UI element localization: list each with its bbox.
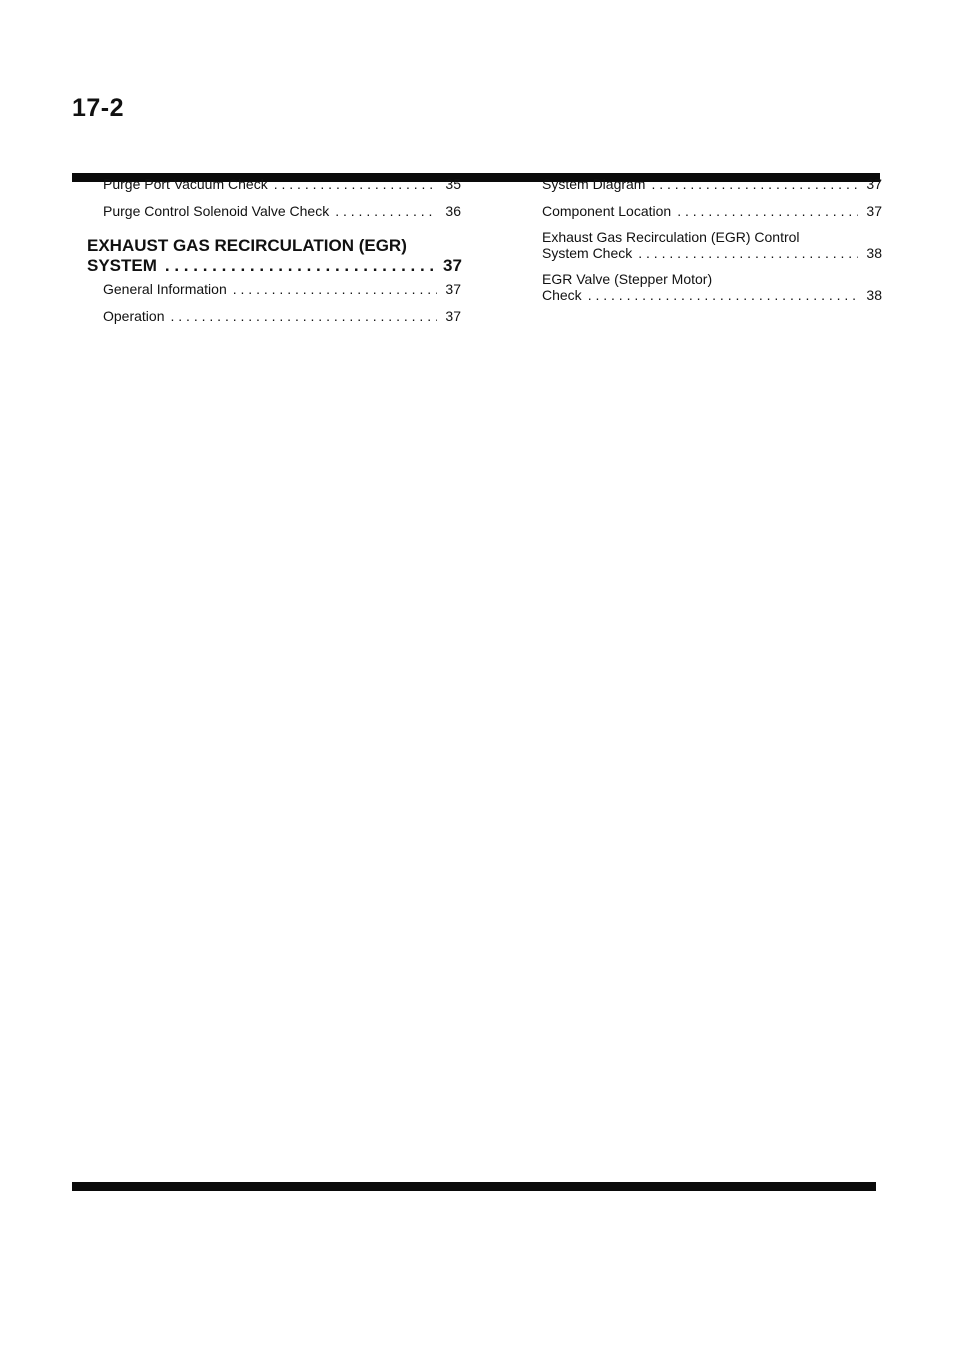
toc-entry-page: 38 xyxy=(866,245,882,261)
toc-entry-label-line1: Exhaust Gas Recirculation (EGR) Control xyxy=(542,229,800,245)
dot-leader xyxy=(170,308,437,324)
toc-entry-label-line2: Check xyxy=(542,287,582,303)
toc-entry[interactable] xyxy=(542,229,882,261)
page-number: 17-2 xyxy=(72,94,125,122)
dot-leader xyxy=(638,245,858,261)
toc-entry-label-line2: System Check xyxy=(542,245,633,261)
dot-leader xyxy=(233,281,437,297)
toc-entry[interactable] xyxy=(103,203,461,219)
toc-entry-label: Operation xyxy=(103,308,165,324)
dot-leader xyxy=(588,287,858,303)
toc-entry-page: 38 xyxy=(866,287,882,303)
toc-entry-page: 35 xyxy=(445,176,461,192)
toc-entry[interactable] xyxy=(103,176,461,192)
toc-entry-page: 36 xyxy=(445,203,461,219)
dot-leader xyxy=(274,176,437,192)
dot-leader xyxy=(677,203,858,219)
section-title-line1: EXHAUST GAS RECIRCULATION (EGR) xyxy=(87,236,407,255)
toc-entry-label: System Diagram xyxy=(542,176,646,192)
dot-leader xyxy=(651,176,858,192)
toc-column-right xyxy=(542,176,882,303)
toc-entry[interactable] xyxy=(103,308,461,324)
toc-entry-label: General Information xyxy=(103,281,227,297)
toc-entry-label: Purge Port Vacuum Check xyxy=(103,176,268,192)
toc-entry-page: 37 xyxy=(866,176,882,192)
toc-entry-page: 37 xyxy=(445,308,461,324)
toc-column-left xyxy=(87,176,462,324)
toc-entry[interactable] xyxy=(542,176,882,192)
toc-entry[interactable] xyxy=(542,271,882,303)
section-title-line2: SYSTEM xyxy=(87,256,157,275)
dot-leader xyxy=(165,256,437,276)
toc-entry-label: Component Location xyxy=(542,203,672,219)
toc-entry[interactable] xyxy=(103,281,461,297)
toc-section-heading[interactable] xyxy=(87,236,461,276)
toc-entry-label: Purge Control Solenoid Valve Check xyxy=(103,203,330,219)
bottom-rule xyxy=(72,1182,876,1191)
toc-entry-page: 37 xyxy=(866,203,882,219)
section-page: 37 xyxy=(443,256,462,275)
dot-leader xyxy=(335,203,437,219)
toc-entry[interactable] xyxy=(542,203,882,219)
toc-entry-page: 37 xyxy=(445,281,461,297)
toc-entry-label-line1: EGR Valve (Stepper Motor) xyxy=(542,271,713,287)
